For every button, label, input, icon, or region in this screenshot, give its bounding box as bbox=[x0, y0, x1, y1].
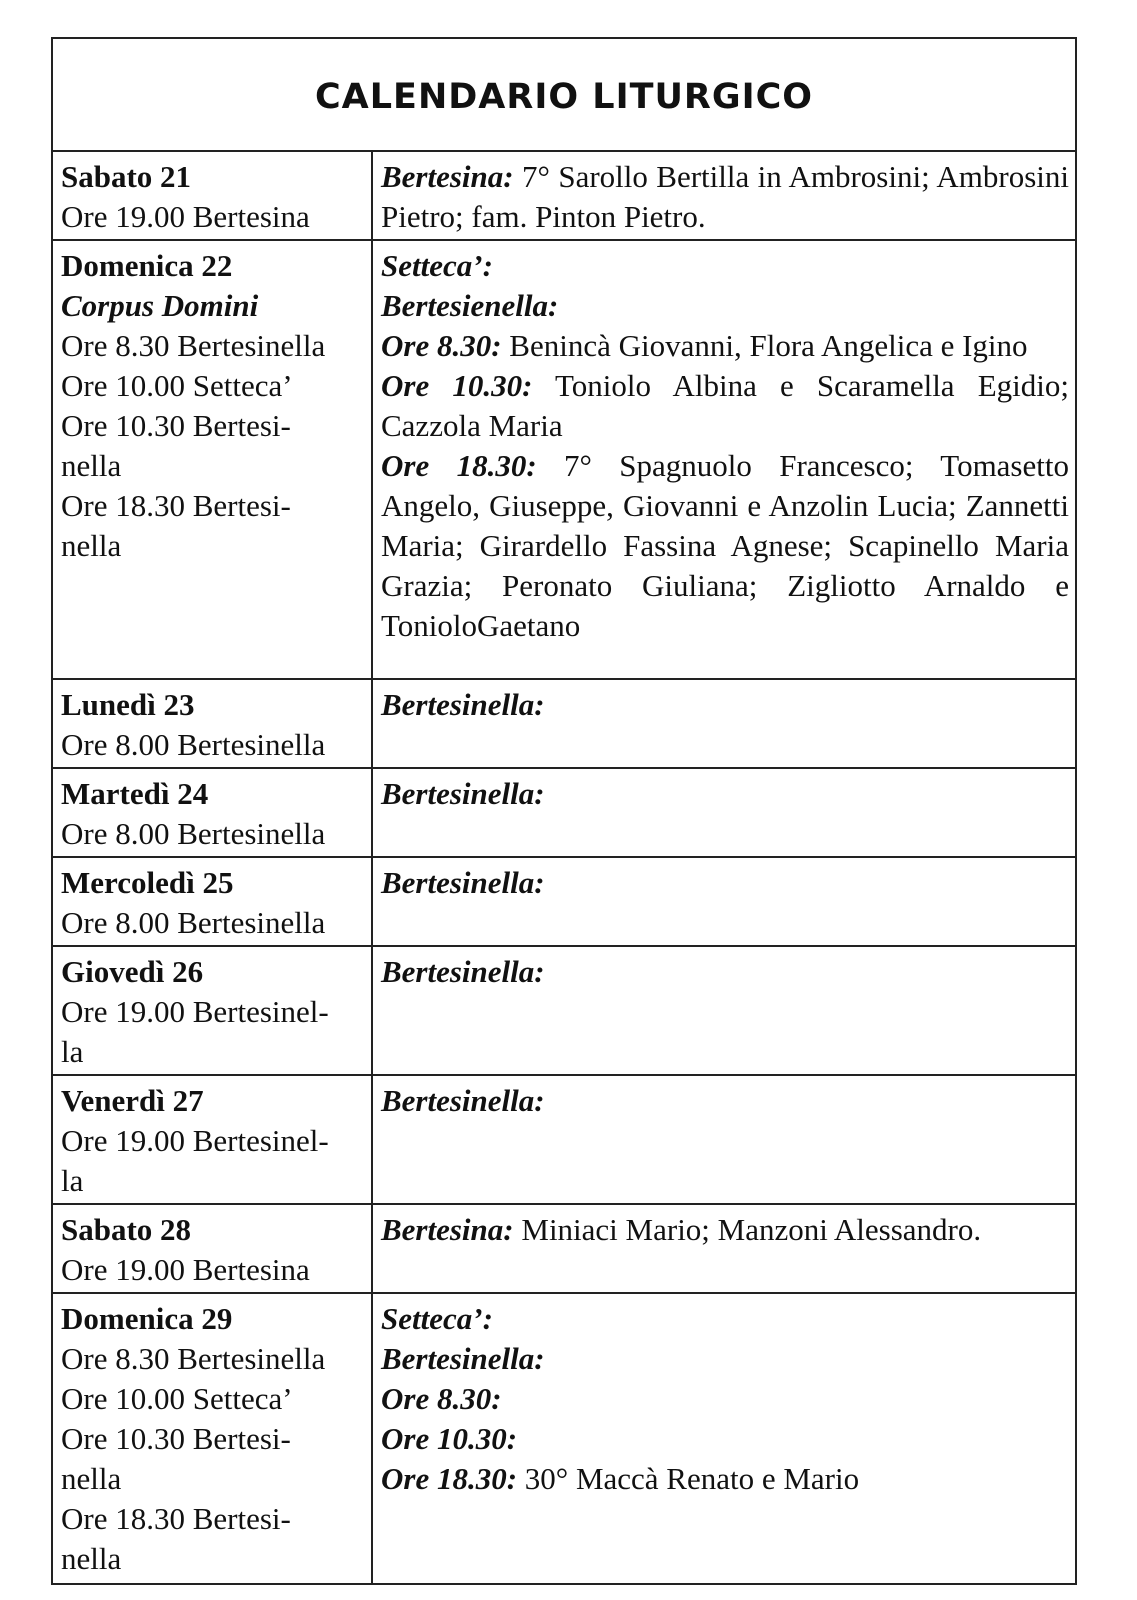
entry-label: Bertesinella: bbox=[381, 776, 545, 811]
table-row bbox=[53, 152, 1075, 240]
entry-label: Bertesinella: bbox=[381, 687, 545, 722]
mass-time: Ore 8.30 Bertesinella bbox=[61, 1341, 326, 1376]
intention-entry bbox=[381, 685, 1069, 725]
intention-entry bbox=[381, 1419, 1069, 1459]
mass-time: nella bbox=[61, 448, 122, 483]
table-row bbox=[53, 1293, 1075, 1583]
mass-time: Ore 8.00 Bertesinella bbox=[61, 727, 326, 762]
entry-label: Ore 10.30: bbox=[381, 368, 533, 403]
intention-entry bbox=[381, 1459, 1069, 1499]
mass-time: nella bbox=[61, 528, 122, 563]
mass-time: la bbox=[61, 1034, 84, 1069]
entry-label: Ore 10.30: bbox=[381, 1421, 518, 1456]
intention-entry bbox=[381, 952, 1069, 992]
day-cell bbox=[53, 1075, 372, 1204]
entry-text: Benincà Giovanni, Flora Angelica e Igino bbox=[501, 328, 1028, 363]
intention-entry bbox=[381, 1379, 1069, 1419]
mass-time: Ore 8.00 Bertesinella bbox=[61, 905, 326, 940]
mass-time: Ore 19.00 Bertesinel- bbox=[61, 1123, 329, 1158]
intention-entry bbox=[381, 246, 1069, 286]
table-row bbox=[53, 768, 1075, 857]
table-row bbox=[53, 1075, 1075, 1204]
mass-time: Ore 19.00 Bertesinel- bbox=[61, 994, 329, 1029]
intention-entry bbox=[381, 366, 1069, 446]
intentions-cell bbox=[372, 857, 1075, 946]
entry-label: Ore 18.30: bbox=[381, 448, 537, 483]
entry-label: Bertesina: bbox=[381, 159, 514, 194]
mass-time: la bbox=[61, 1163, 84, 1198]
entry-label: Ore 18.30: bbox=[381, 1461, 518, 1496]
mass-time: Ore 10.30 Bertesi- bbox=[61, 408, 291, 443]
entry-text: 30° Maccà Renato e Mario bbox=[517, 1461, 860, 1496]
day-cell bbox=[53, 152, 372, 240]
mass-time: Ore 8.30 Bertesinella bbox=[61, 328, 326, 363]
title-cell bbox=[53, 39, 1075, 152]
intentions-cell bbox=[372, 679, 1075, 768]
feast-label: Corpus Domini bbox=[61, 288, 259, 323]
mass-time: Ore 19.00 Bertesina bbox=[61, 199, 310, 234]
day-cell bbox=[53, 240, 372, 679]
entry-label: Setteca’: bbox=[381, 248, 493, 283]
liturgical-calendar-table bbox=[51, 37, 1077, 1585]
day-label: Sabato 21 bbox=[61, 159, 192, 194]
intention-entry bbox=[381, 1081, 1069, 1121]
entry-label: Setteca’: bbox=[381, 1301, 493, 1336]
entry-text: 7° Spagnuolo Francesco; Tomasetto Angelo, Giuseppe, Giovanni e Anzolin Lucia; Zannetti Maria; Girardello Fassina Agnese; Scapinello Maria Grazia; Peronato Giuliana; Zigliotto Arnaldo e TonioloGaetano bbox=[381, 448, 1069, 643]
entry-text: Miniaci Mario; Manzoni Alessandro. bbox=[513, 1212, 982, 1247]
mass-time: nella bbox=[61, 1541, 122, 1576]
intentions-cell bbox=[372, 1075, 1075, 1204]
table-row bbox=[53, 857, 1075, 946]
table-row bbox=[53, 1204, 1075, 1293]
intention-entry bbox=[381, 157, 1069, 237]
page-title: CALENDARIO LITURGICO bbox=[314, 76, 814, 117]
table-row bbox=[53, 240, 1075, 679]
day-label: Domenica 29 bbox=[61, 1301, 233, 1336]
day-label: Domenica 22 bbox=[61, 248, 233, 283]
entry-label: Bertesina: bbox=[381, 1212, 514, 1247]
entry-label: Bertesinella: bbox=[381, 1341, 545, 1376]
intention-entry bbox=[381, 1299, 1069, 1339]
entry-label: Bertesinella: bbox=[381, 865, 545, 900]
table-row bbox=[53, 946, 1075, 1075]
day-cell bbox=[53, 946, 372, 1075]
intentions-cell bbox=[372, 240, 1075, 679]
day-label: Martedì 24 bbox=[61, 776, 209, 811]
day-cell bbox=[53, 1293, 372, 1583]
mass-time: Ore 10.00 Setteca’ bbox=[61, 368, 293, 403]
day-label: Lunedì 23 bbox=[61, 687, 195, 722]
day-label: Giovedì 26 bbox=[61, 954, 204, 989]
day-cell bbox=[53, 857, 372, 946]
day-label: Venerdì 27 bbox=[61, 1083, 204, 1118]
intention-entry bbox=[381, 774, 1069, 814]
intention-entry bbox=[381, 286, 1069, 326]
intentions-cell bbox=[372, 1293, 1075, 1583]
entry-label: Bertesinella: bbox=[381, 954, 545, 989]
entry-label: Ore 8.30: bbox=[381, 1381, 502, 1416]
mass-time: nella bbox=[61, 1461, 122, 1496]
day-cell bbox=[53, 679, 372, 768]
entry-label: Bertesinella: bbox=[381, 1083, 545, 1118]
intention-entry bbox=[381, 1339, 1069, 1379]
entry-label: Ore 8.30: bbox=[381, 328, 502, 363]
intentions-cell bbox=[372, 946, 1075, 1075]
intentions-cell bbox=[372, 1204, 1075, 1293]
intention-entry bbox=[381, 446, 1069, 646]
mass-time: Ore 18.30 Bertesi- bbox=[61, 1501, 291, 1536]
intention-entry bbox=[381, 863, 1069, 903]
day-cell bbox=[53, 1204, 372, 1293]
mass-time: Ore 10.30 Bertesi- bbox=[61, 1421, 291, 1456]
entry-text: Toniolo Albina e Scaramella Egidio; Cazzola Maria bbox=[381, 368, 1069, 443]
entry-text: 7° Sarollo Bertilla in Ambrosini; Ambrosini Pietro; fam. Pinton Pietro. bbox=[381, 159, 1069, 234]
intention-entry bbox=[381, 1210, 1069, 1250]
mass-time: Ore 18.30 Bertesi- bbox=[61, 488, 291, 523]
table-row bbox=[53, 679, 1075, 768]
intention-entry bbox=[381, 326, 1069, 366]
day-label: Mercoledì 25 bbox=[61, 865, 234, 900]
entry-label: Bertesienella: bbox=[381, 288, 559, 323]
mass-time: Ore 10.00 Setteca’ bbox=[61, 1381, 293, 1416]
day-cell bbox=[53, 768, 372, 857]
schedule-table bbox=[53, 152, 1075, 1583]
intentions-cell bbox=[372, 152, 1075, 240]
day-label: Sabato 28 bbox=[61, 1212, 192, 1247]
mass-time: Ore 19.00 Bertesina bbox=[61, 1252, 310, 1287]
intentions-cell bbox=[372, 768, 1075, 857]
mass-time: Ore 8.00 Bertesinella bbox=[61, 816, 326, 851]
